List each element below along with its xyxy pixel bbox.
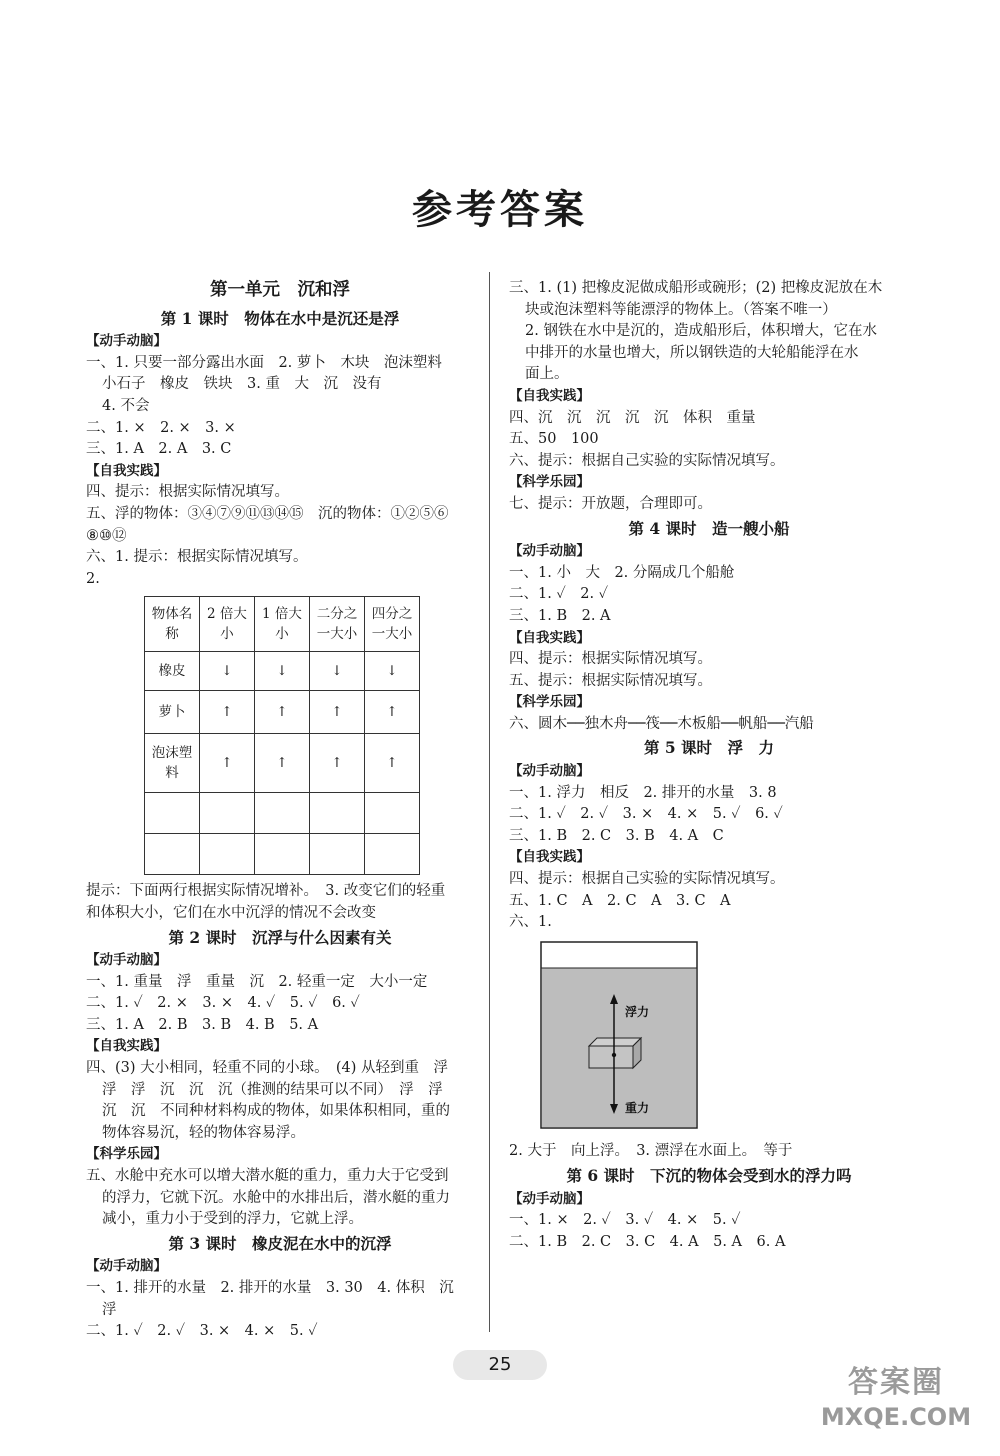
answer-line: 六、提示：根据自己实验的实际情况填写。 (509, 452, 785, 469)
answer-line: 浮 (102, 1301, 117, 1318)
answer-line: 和体积大小，它们在水中沉浮的情况不会改变 (86, 904, 376, 921)
answer-line: 二、1. × 2. × 3. × (86, 419, 236, 436)
answer-line: 二、1. ✓ 2. ✓ 3. × 4. × 5. ✓ 6. ✓ (509, 806, 783, 823)
answer-line: 三、1. (1) 把橡皮泥做成船形或碗形；(2) 把橡皮泥放在木 (509, 280, 883, 296)
answer-line: 一、1. 排开的水量 2. 排开的水量 3. 30 4. 体积 沉 (86, 1280, 454, 1296)
table-blank-cell (145, 793, 200, 834)
down-arrow: ↓ (365, 652, 420, 691)
answer-line: 五、浮的物体：③④⑦⑨⑪⑬⑭⑮ 沉的物体：①②⑤⑥ (86, 505, 449, 522)
sink-float-table (144, 596, 420, 875)
table-blank-cell (145, 834, 200, 875)
answer-line: 二、1. ✓ 2. ✓ (509, 586, 609, 603)
down-arrow: ↓ (255, 652, 310, 691)
answer-line: 一、1. 小 大 2. 分隔成几个船舱 (509, 564, 735, 581)
down-arrow: ↓ (200, 652, 255, 691)
section-tag: 【动手动脑】 (86, 1258, 167, 1275)
answer-line: 小石子 橡皮 铁块 3. 重 大 沉 没有 (102, 376, 382, 393)
up-arrow: ↑ (255, 734, 310, 793)
answer-line: 三、1. A 2. A 3. C (86, 441, 232, 458)
answer-line: 四、提示：根据实际情况填写。 (509, 651, 712, 668)
answer-line: 四、(3) 大小相同，轻重不同的小球。 (4) 从轻到重 浮 (86, 1060, 449, 1077)
table-header-cell: 1 倍大小 (255, 597, 310, 652)
section-tag: 【自我实践】 (509, 387, 590, 404)
buoyancy-diagram-svg (539, 940, 699, 1130)
answer-line: 三、1. A 2. B 3. B 4. B 5. A (86, 1016, 319, 1033)
block-top (589, 1038, 641, 1046)
answer-line: 五、50 100 (509, 431, 599, 448)
column-divider (489, 272, 490, 1332)
lesson-1-title: 第 1 课时 物体在水中是沉还是浮 (160, 308, 400, 328)
table-blank-cell (200, 793, 255, 834)
table-header-cell: 2 倍大小 (200, 597, 255, 652)
section-tag: 【自我实践】 (86, 462, 167, 479)
answer-line: 三、1. B 2. A (509, 607, 611, 624)
answer-line: 四、提示：根据自己实验的实际情况填写。 (509, 871, 785, 888)
answer-line: 4. 不会 (102, 397, 150, 414)
up-arrow: ↑ (310, 734, 365, 793)
right-column (509, 278, 909, 1253)
up-arrow: ↑ (200, 691, 255, 734)
table-header-cell: 四分之一大小 (365, 597, 420, 652)
answer-line: 六、1. 提示：根据实际情况填写。 (86, 549, 308, 566)
section-tag: 【自我实践】 (86, 1038, 167, 1055)
table-blank-cell (255, 834, 310, 875)
answer-line: 一、1. × 2. ✓ 3. ✓ 4. × 5. ✓ (509, 1212, 741, 1229)
lesson-6-title: 第 6 课时 下沉的物体会受到水的浮力吗 (566, 1166, 852, 1185)
watermark-text: 答案圈 (848, 1365, 944, 1400)
up-arrow: ↑ (365, 734, 420, 793)
section-tag: 【科学乐园】 (509, 474, 590, 491)
answer-line: 四、提示：根据实际情况填写。 (86, 484, 289, 501)
unit-title: 第一单元 沉和浮 (210, 280, 350, 300)
table-blank-cell (310, 793, 365, 834)
section-tag: 【科学乐园】 (86, 1146, 167, 1163)
table-blank-cell (365, 834, 420, 875)
left-column (86, 278, 474, 1343)
up-arrow: ↑ (365, 691, 420, 734)
answer-line: 减小，重力小于受到的浮力，它就上浮。 (102, 1211, 363, 1228)
answer-line: ⑧⑩⑫ (86, 527, 127, 544)
section-tag: 【动手动脑】 (509, 543, 590, 560)
answer-line: 一、1. 重量 浮 重量 沉 2. 轻重一定 大小一定 (86, 973, 428, 990)
table-header-cell: 物体名称 (145, 597, 200, 652)
section-tag: 【自我实践】 (509, 629, 590, 646)
page-number: 25 (453, 1350, 547, 1380)
answer-line: 物体容易沉，轻的物体容易浮。 (102, 1124, 305, 1141)
answer-line: 二、1. ✓ 2. × 3. × 4. ✓ 5. ✓ 6. ✓ (86, 995, 360, 1012)
answer-line: 一、1. 浮力 相反 2. 排开的水量 3. 8 (509, 784, 777, 801)
buoyancy-label: 浮力 (625, 1004, 650, 1019)
answer-line: 的浮力，它就下沉。水舱中的水排出后，潜水艇的重力 (102, 1189, 450, 1206)
answer-line: 六、1. (509, 914, 552, 931)
answer-line: 二、1. ✓ 2. ✓ 3. × 4. × 5. ✓ (86, 1323, 318, 1340)
answer-line: 二、1. B 2. C 3. C 4. A 5. A 6. A (509, 1233, 786, 1250)
section-tag: 【动手动脑】 (86, 333, 167, 350)
up-arrow: ↑ (200, 734, 255, 793)
table-blank-cell (310, 834, 365, 875)
table-header-cell: 二分之一大小 (310, 597, 365, 652)
answer-line: 五、提示：根据实际情况填写。 (509, 672, 712, 689)
answer-line: 六、圆木──独木舟──筏──木板船──帆船──汽船 (509, 715, 814, 732)
answer-line: 四、沉 沉 沉 沉 沉 体积 重量 (509, 409, 756, 426)
answer-line: 中排开的水量也增大，所以钢铁造的大轮船能浮在水 (525, 344, 859, 361)
answer-line: 提示：下面两行根据实际情况增补。 3. 改变它们的轻重 (86, 883, 446, 900)
section-tag: 【动手动脑】 (509, 1190, 590, 1207)
answer-line: 2. 大于 向上浮。 3. 漂浮在水面上。 等于 (509, 1143, 793, 1160)
answer-line: 五、1. C A 2. C A 3. C A (509, 892, 731, 909)
answer-line: 五、水舱中充水可以增大潜水艇的重力，重力大于它受到 (86, 1168, 449, 1185)
buoyancy-diagram (539, 940, 909, 1138)
lesson-4-title: 第 4 课时 造一艘小船 (628, 518, 790, 538)
down-arrow: ↓ (310, 652, 365, 691)
table-blank-cell (255, 793, 310, 834)
watermark-url: MXQE.COM (820, 1403, 972, 1431)
section-tag: 【科学乐园】 (509, 694, 590, 711)
answer-line: 浮 浮 沉 沉 沉（推测的结果可以不同） 浮 浮 (102, 1081, 443, 1098)
block-front (589, 1046, 633, 1068)
page-title: 参考答案 (412, 187, 588, 233)
lesson-2-title: 第 2 课时 沉浮与什么因素有关 (168, 927, 392, 947)
table-blank-cell (365, 793, 420, 834)
answer-line: 块或泡沫塑料等能漂浮的物体上。（答案不唯一） (525, 301, 837, 318)
answer-line: 沉 沉 不同种材料构成的物体，如果体积相同，重的 (102, 1103, 450, 1120)
answer-line: 面上。 (525, 366, 569, 383)
up-arrow: ↑ (255, 691, 310, 734)
up-arrow: ↑ (310, 691, 365, 734)
table-row-label: 泡沫塑料 (145, 734, 200, 793)
section-tag: 【动手动脑】 (86, 952, 167, 969)
answer-line: 三、1. B 2. C 3. B 4. A C (509, 827, 724, 844)
table-blank-cell (200, 834, 255, 875)
lesson-3-title: 第 3 课时 橡皮泥在水中的沉浮 (168, 1233, 392, 1253)
gravity-label: 重力 (625, 1100, 650, 1115)
force-point (612, 1053, 616, 1057)
section-tag: 【自我实践】 (509, 849, 590, 866)
answer-line: 2. (86, 570, 100, 587)
answer-line: 七、提示：开放题，合理即可。 (509, 495, 712, 512)
table-row-label: 萝卜 (145, 691, 200, 734)
answer-line: 一、1. 只要一部分露出水面 2. 萝卜 木块 泡沫塑料 (86, 354, 442, 371)
lesson-5-title: 第 5 课时 浮 力 (643, 738, 775, 758)
answer-line: 2. 钢铁在水中是沉的，造成船形后，体积增大，它在水 (525, 323, 877, 340)
watermark-logo (816, 1364, 976, 1434)
table-row-label: 橡皮 (145, 652, 200, 691)
section-tag: 【动手动脑】 (509, 763, 590, 780)
